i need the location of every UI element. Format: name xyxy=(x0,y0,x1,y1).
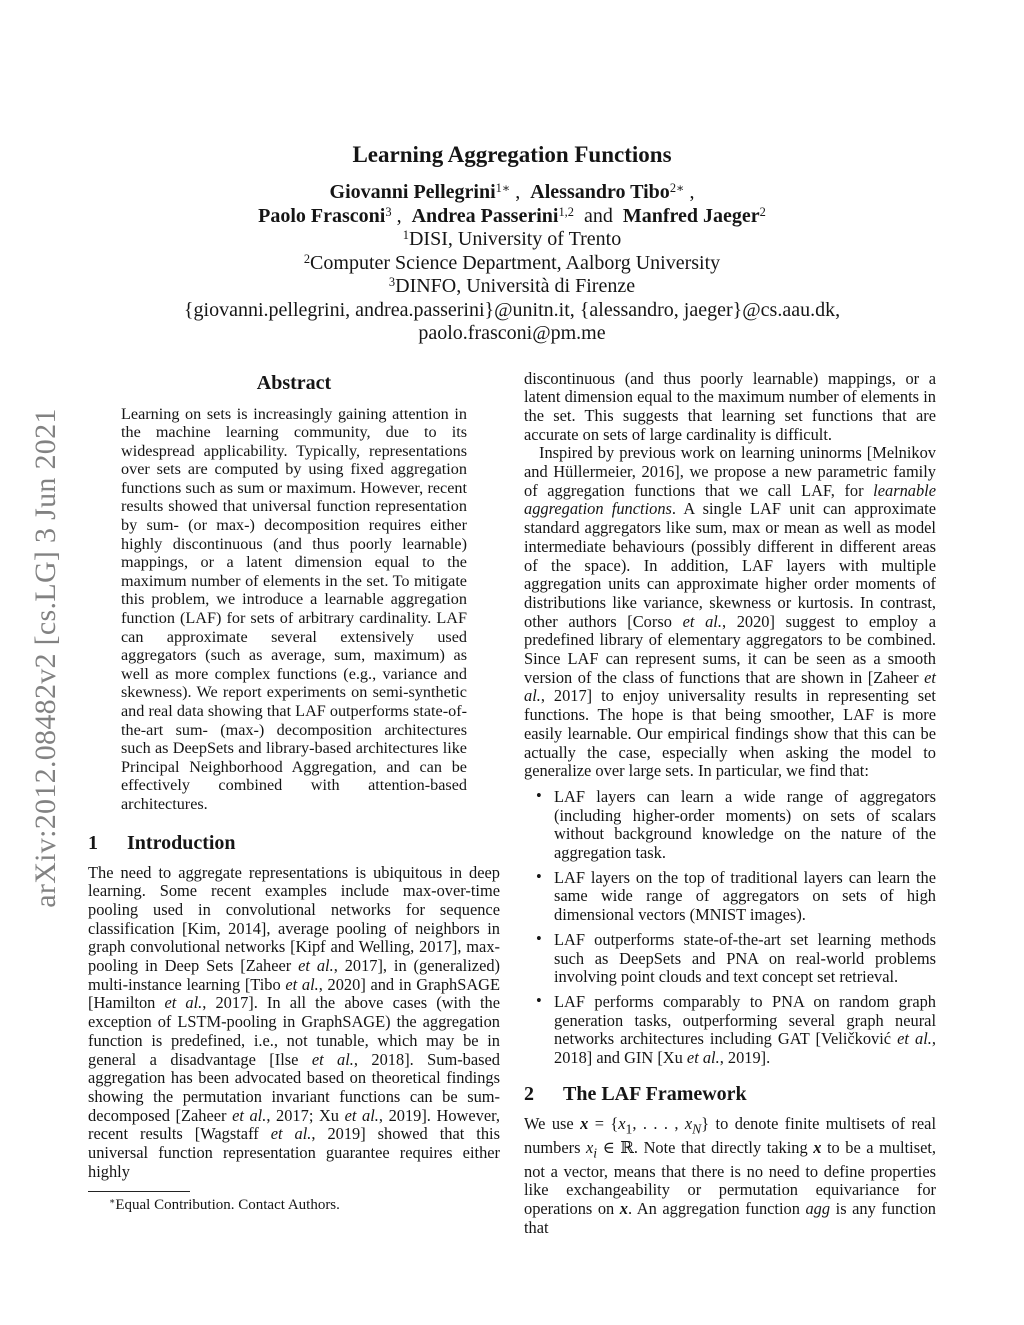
finding-text-3: LAF outperforms state-of-the-art set learning methods such as DeepSets and PNA on real-world problems involving point clouds and text concept set retrieval. xyxy=(554,929,936,987)
finding-text-4: LAF performs comparably to PNA on random graph generation tasks, outperforming several graph neural networks architectures including GAT [Veličković et al., 2018] and GIN [Xu et al., 2019]. xyxy=(554,992,936,1068)
section-1-number: 1 xyxy=(88,831,98,854)
bullet-icon: • xyxy=(536,785,542,805)
bullet-icon: • xyxy=(536,928,542,948)
finding-text-2: LAF layers on the top of traditional layers can learn the same wide range of aggregators on sets of high dimensional vectors (MNIST images). xyxy=(554,867,936,925)
finding-item-2 xyxy=(524,866,936,925)
left-column xyxy=(88,370,500,1214)
authors-line-2: Paolo Frasconi$^3$ , Andrea Passerini$^{1,2}$ and Manfred Jaeger$^2$ xyxy=(258,204,766,227)
authors-block xyxy=(0,181,1024,346)
right-column xyxy=(524,370,936,1238)
introduction-paragraph: The need to aggregate representations is ubiquitous in deep learning. Some recent examples include max-over-time pooling used in convolutional networks for sequence classification [Kim, 2014], average pooling of neighbors in graph convolutional networks [Kipf and Welling, 2017], max-pooling in Deep Sets [Zaheer et al., 2017], in (generalized) multi-instance learning [Tibo et al., 2020] and in GraphSAGE [Hamilton et al., 2017]. In all the above cases (with the exception of LSTM-pooling in GraphSAGE) the aggregation function is predefined, i.e., not tunable, which may be in general a disadvantage [Ilse et al., 2018]. Sum-based aggregation has been advocated based on theoretical findings showing the permutation invariant functions can be sum-decomposed [Zaheer et al., 2017; Xu et al., 2019]. However, recent results [Wagstaff et al., 2019] showed that this universal function representation guarantee requires either highly xyxy=(88,862,501,1181)
bullet-icon: • xyxy=(536,991,542,1010)
abstract-body: Learning on sets is increasingly gaining attention in the machine learning community, due to its widespread applicability. Typically, representations over sets are computed by using fixed aggregation functions such as sum or maximum. However, recent results showed that universal function representation by sum- (or max-) decomposition requires either highly discontinuous (and thus poorly learnable) mappings, or a latent dimension equal to the maximum number of elements in the set. To mitigate this problem, we introduce a learnable aggregation function (LAF) for sets of arbitrary cardinality. LAF can approximate several extensively used aggregators (such as average, sum, maximum) as well as more complex functions (e.g., variance and skewness). We report experiments on semi-synthetic and real data showing that LAF outperforms state-of-the-art sum- (max-) decomposition architectures such as DeepSets and library-based architectures like Principal Neighborhood Aggregation, and can be effectively combined with attention-based architectures. xyxy=(121,404,467,813)
section-1-heading xyxy=(88,832,500,855)
authors-line-1: Giovanni Pellegrini$^{1∗}$ , Alessandro Tibo$^{2∗}$ , xyxy=(329,181,695,203)
footnote-text xyxy=(88,1197,500,1214)
intro-continuation-paragraph: discontinuous (and thus poorly learnable) mappings, or a latent dimension equal to the maximum number of elements in the set. This suggests that learning set functions that are accurate on sets of large cardinality is difficult. xyxy=(524,368,936,444)
two-column-body xyxy=(0,370,1024,1238)
paper-header xyxy=(0,0,1024,346)
section-2-title: The LAF Framework xyxy=(563,1082,747,1105)
footnote xyxy=(88,1191,500,1214)
laf-framework-paragraph: We use $x = \{x_1$, . . . , $x_N$} to denote finite multisets of real numbers $x_i$ ∈ ℝ. Note that directly taking x to be a multiset, not a vector, means that there is no need to define properties like exchangeability or permutation equivariance for operations on x. An aggregation function agg is any function that xyxy=(524,1113,937,1237)
section-1-title: Introduction xyxy=(127,831,236,854)
affiliation-aalborg: $^2$Computer Science Department, Aalborg University xyxy=(303,251,721,274)
bullet-icon: • xyxy=(536,866,542,886)
affiliation-disi-trento: $^1$DISI, University of Trento xyxy=(402,228,622,250)
footnote-rule xyxy=(88,1191,190,1192)
footnote-marker: ∗ xyxy=(109,1197,116,1208)
paper-title: Learning Aggregation Functions xyxy=(352,142,672,167)
arxiv-identifier: arXiv:2012.08482v2 [cs.LG] 3 Jun 2021 xyxy=(29,408,62,908)
section-2-heading xyxy=(524,1083,936,1106)
email-line-1: {giovanni.pellegrini, andrea.passerini}@unitn.it, {alessandro, jaeger}@cs.aau.dk, xyxy=(183,298,841,321)
finding-item-3 xyxy=(524,928,936,987)
finding-item-4 xyxy=(524,993,936,1068)
finding-item-1 xyxy=(524,785,936,863)
footnote-body: Equal Contribution. Contact Authors. xyxy=(115,1196,340,1213)
intro-second-paragraph: Inspired by previous work on learning uninorms [Melnikov and Hüllermeier, 2016], we propose a new parametric family of aggregation functions that we call LAF, for learnable aggregation functions. A single LAF unit can approximate standard aggregators like sum, max or mean as well as model intermediate behaviours (possibly different in different areas of the space). In addition, LAF layers with multiple aggregation units can approximate higher order moments of distributions like variance, skewness or kurtosis. In contrast, other authors [Corso et al., 2020] suggest to employ a predefined library of elementary aggregators to be combined. Since LAF can represent sums, it can be seen as a smooth version of the class of functions that are shown in [Zaheer et al., 2017] to enjoy universality results in representing set functions. The hope is that being smoother, LAF is more easily learnable. Our empirical findings show that this can be actually the case, especially when asking the model to generalize over large sets. In particular, we find that: xyxy=(524,443,937,781)
section-2-number: 2 xyxy=(524,1082,534,1105)
findings-list xyxy=(524,785,936,1068)
finding-text-1: LAF layers can learn a wide range of aggregators (including higher-order moments) on sets of scalars without background knowledge on the nature of the aggregation task. xyxy=(554,786,936,863)
email-line-2: paolo.frasconi@pm.me xyxy=(418,322,606,344)
affiliation-dinfo-firenze: $^3$DINFO, Università di Firenze xyxy=(388,275,636,297)
abstract-heading: Abstract xyxy=(256,371,332,394)
